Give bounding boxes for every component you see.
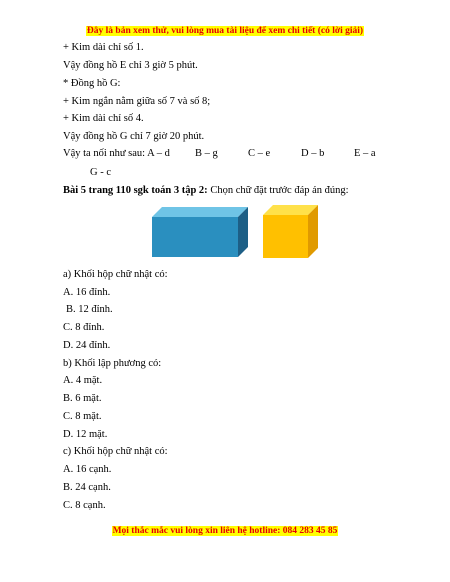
footer-banner-text: Mọi thắc mắc vui lòng xin liên hệ hotline: 084 283 45 85 [112, 526, 338, 536]
matching-pair: C – e [248, 148, 271, 159]
exercise-title: Bài 5 trang 110 sgk toán 3 tập 2: [63, 185, 208, 196]
text-line: + Kim dài chỉ số 4. [63, 113, 144, 124]
answer-option: C. 8 cạnh. [63, 500, 106, 511]
question-heading: a) Khối hộp chữ nhật có: [63, 269, 168, 280]
shapes-figure [150, 203, 320, 259]
question-heading: b) Khối lập phương có: [63, 358, 162, 369]
header-banner-text: Đây là bản xem thử, vui lòng mua tài liệu để xem chi tiết (có lời giải) [86, 26, 364, 36]
answer-option: C. 8 mặt. [63, 411, 102, 422]
answer-option: B. 24 cạnh. [63, 482, 111, 493]
matching-pair: E – a [354, 148, 376, 159]
text-line: Vậy đồng hồ G chỉ 7 giờ 20 phút. [63, 131, 205, 142]
text-line: + Kim dài chỉ số 1. [63, 42, 144, 53]
matching-intro: Vậy ta nối như sau: A – d [63, 148, 170, 159]
answer-option: B. 6 mặt. [63, 393, 102, 404]
footer-banner [0, 526, 450, 536]
exercise-instruction: Chọn chữ đặt trước đáp án đúng: [207, 185, 349, 196]
question-heading: c) Khối hộp chữ nhật có: [63, 446, 168, 457]
matching-pair: D – b [301, 148, 325, 159]
header-banner [0, 26, 450, 36]
cuboid-shape [152, 207, 248, 257]
matching-last: G - c [90, 167, 111, 178]
text-line: + Kim ngắn nằm giữa số 7 và số 8; [63, 96, 211, 107]
text-line: * Đồng hồ G: [63, 78, 121, 89]
answer-option: A. 16 cạnh. [63, 464, 112, 475]
answer-option: A. 4 mặt. [63, 375, 103, 386]
answer-option: D. 12 mặt. [63, 429, 108, 440]
answer-option: B. 12 đỉnh. [66, 304, 113, 315]
cube-shape [263, 205, 318, 258]
answer-option: A. 16 đỉnh. [63, 287, 111, 298]
exercise-heading [63, 184, 349, 197]
matching-pair: B – g [195, 148, 218, 159]
answer-option: D. 24 đỉnh. [63, 340, 111, 351]
text-line: Vậy đồng hồ E chỉ 3 giờ 5 phút. [63, 60, 198, 71]
answer-option: C. 8 đỉnh. [63, 322, 105, 333]
